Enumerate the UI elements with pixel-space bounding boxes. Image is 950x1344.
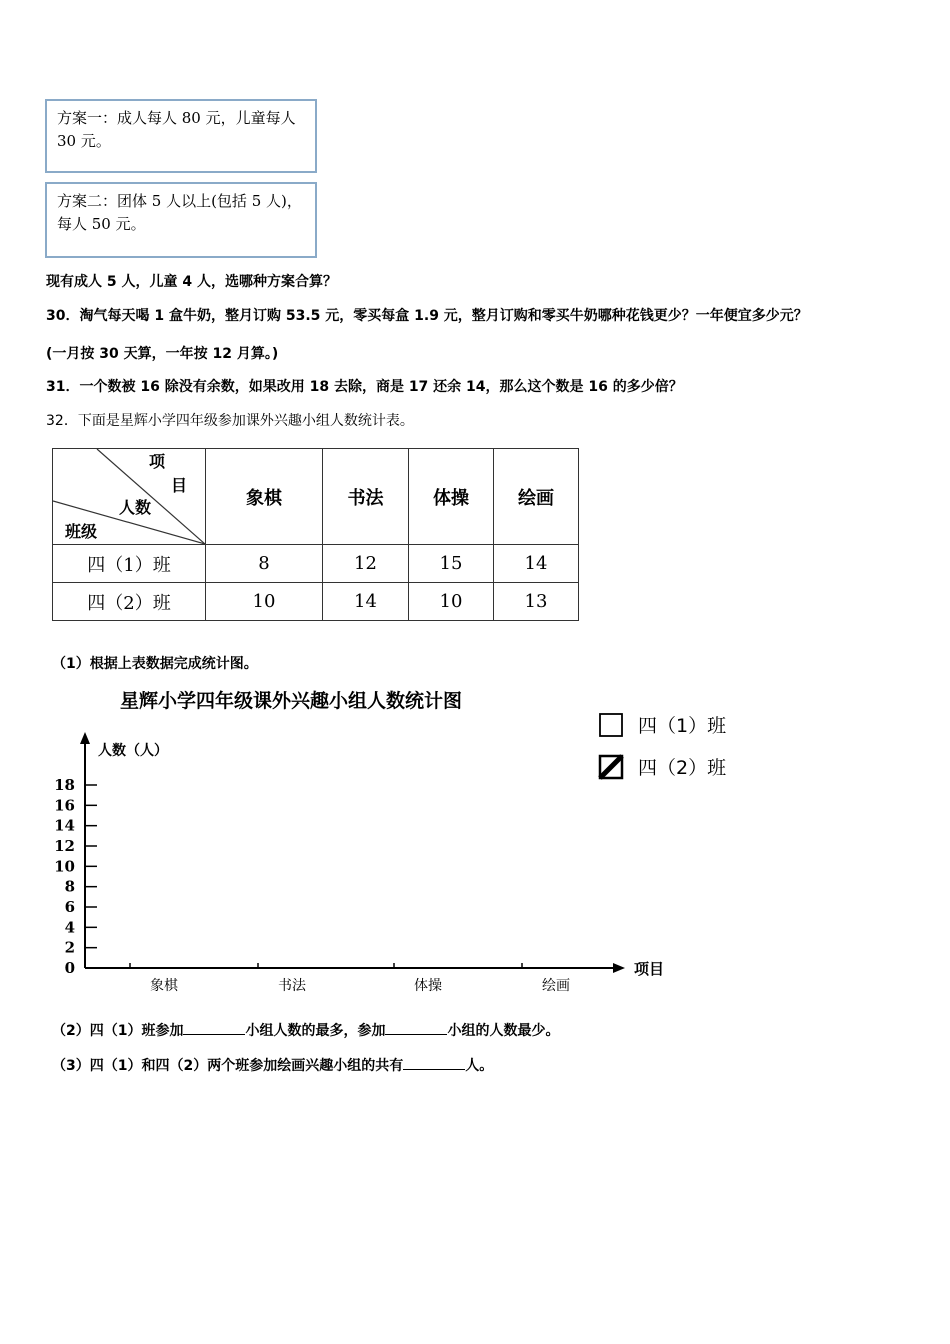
legend-label-class1: 四（1）班	[638, 715, 727, 737]
answer-blank-most[interactable]	[183, 1020, 245, 1035]
x-axis-arrow	[613, 963, 625, 973]
y-tick-label: 2	[64, 938, 75, 957]
corner-class: 班级	[65, 522, 98, 541]
header-gymnastics: 体操	[409, 449, 494, 545]
y-tick-label: 18	[54, 776, 75, 794]
chart-title: 星辉小学四年级课外兴趣小组人数统计图	[120, 690, 463, 712]
answer-blank-total[interactable]	[403, 1055, 465, 1070]
y-tick-label: 8	[64, 877, 75, 896]
y-tick-label: 10	[54, 857, 75, 876]
question-32: 32．下面是星辉小学四年级参加课外兴趣小组人数统计表。	[46, 413, 414, 429]
header-chess: 象棋	[206, 449, 323, 545]
question-30: 30．淘气每天喝 1 盒牛奶，整月订购 53.5 元，零买每盒 1.9 元，整月订购和零买牛奶哪种花钱更少？一年便宜多少元？	[46, 308, 808, 324]
plan-two-box	[45, 182, 317, 258]
y-tick-label: 6	[64, 898, 75, 916]
legend-label-class2: 四（2）班	[638, 757, 727, 779]
table-cell: 15	[409, 545, 494, 583]
table-corner	[53, 449, 206, 545]
sub2-part-a: （2）四（1）班参加	[52, 1023, 184, 1039]
sub-question-1: （1）根据上表数据完成统计图。	[52, 656, 258, 672]
table-cell: 8	[206, 545, 323, 583]
x-category-label: 象棋	[150, 978, 178, 994]
header-calligraphy: 书法	[323, 449, 409, 545]
table-cell: 12	[323, 545, 409, 583]
x-category-label: 体操	[414, 978, 442, 994]
sub3-part-a: （3）四（1）和四（2）两个班参加绘画兴趣小组的共有	[52, 1058, 404, 1074]
y-tick-label: 0	[64, 959, 75, 977]
table-cell: 10	[409, 583, 494, 621]
y-tick-label: 4	[64, 918, 75, 937]
question-31: 31．一个数被 16 除没有余数，如果改用 18 去除，商是 17 还余 14，那么这个数是 16 的多少倍？	[46, 379, 683, 395]
sub2-part-b: 小组人数的最多，参加	[245, 1023, 386, 1039]
table-cell: 14	[494, 545, 579, 583]
x-category-label: 书法	[278, 978, 306, 994]
sub-question-3	[52, 1055, 493, 1075]
legend-swatch-class1	[600, 714, 622, 736]
y-axis-label: 人数（人）	[98, 743, 168, 759]
answer-blank-least[interactable]	[385, 1020, 447, 1035]
y-tick-label: 14	[54, 816, 75, 835]
plan-two-text: 方案二：团体 5 人以上(包括 5 人)，每人 50 元。	[57, 192, 302, 233]
corner-item: 项	[149, 452, 166, 471]
corner-item-2: 目	[171, 476, 188, 495]
bar-chart	[40, 680, 760, 1010]
x-axis-label: 项目	[634, 960, 665, 978]
corner-count: 人数	[119, 498, 152, 517]
plan-one-text: 方案一：成人每人 80 元，儿童每人 30 元。	[57, 109, 296, 150]
y-tick-label: 16	[54, 796, 75, 815]
x-category-label: 绘画	[542, 978, 570, 994]
question-30-note: (一月按 30 天算，一年按 12 月算。)	[46, 346, 279, 362]
table-cell: 14	[323, 583, 409, 621]
sub2-part-c: 小组的人数最少。	[447, 1023, 560, 1039]
table-cell: 13	[494, 583, 579, 621]
stats-table	[52, 448, 579, 621]
sub3-part-b: 人。	[465, 1058, 494, 1074]
y-tick-label: 12	[54, 837, 75, 855]
row-label: 四（2）班	[53, 583, 206, 621]
plan-one-box	[45, 99, 317, 173]
table-cell: 10	[206, 583, 323, 621]
question-29-tail: 现有成人 5 人，儿童 4 人，选哪种方案合算？	[46, 274, 337, 290]
y-axis-arrow	[80, 732, 90, 744]
row-label: 四（1）班	[53, 545, 206, 583]
header-painting: 绘画	[494, 449, 579, 545]
sub-question-2	[52, 1020, 559, 1040]
